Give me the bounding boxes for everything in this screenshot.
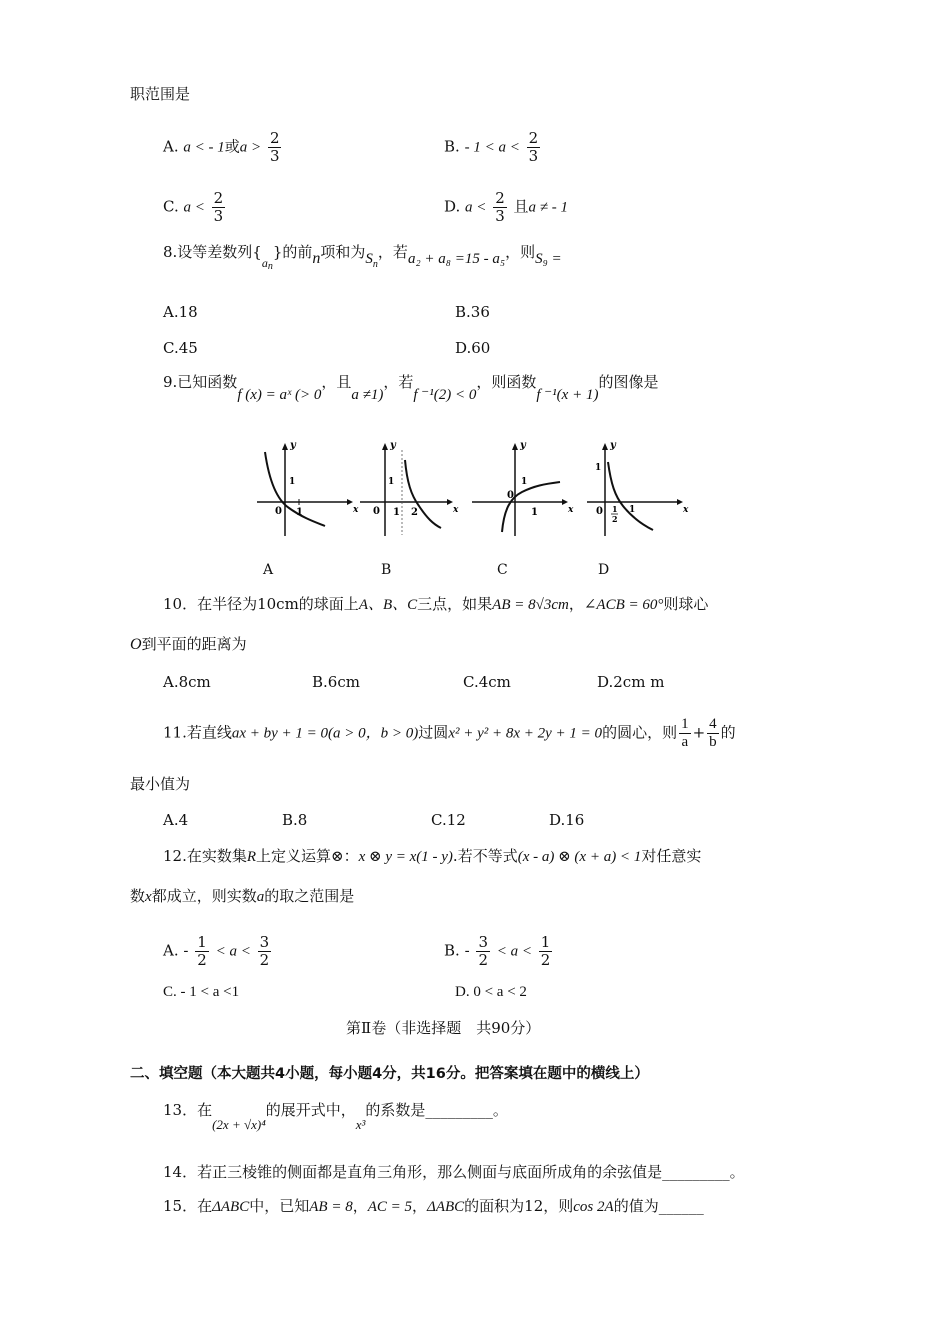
q8-option-a: A.18: [163, 303, 198, 321]
tick-1-x: 1: [629, 505, 636, 515]
question-13: 13．在(2x + √x)⁴的展开式中，x³的系数是_________。: [163, 1101, 508, 1132]
q12-option-d: D. 0 < a < 2: [455, 984, 527, 1000]
graph-c[interactable]: [470, 440, 580, 540]
graph-d[interactable]: [585, 440, 695, 540]
q7-option-c: C. a < $\frac{2}{3}$: [163, 189, 224, 225]
x-axis-label: x: [568, 505, 574, 515]
tick-1-x: 1: [393, 507, 400, 518]
q7-option-d: D. a < $\frac{2}{3}$ 且a ≠ - 1: [444, 189, 569, 225]
question-10: 10．在半径为10cm的球面上A、B、C三点，如果AB = 8√3cm，∠ACB = 60°则球心: [163, 595, 709, 613]
question-12: 12.在实数集R上定义运算⊗：x ⊗ y = x(1 - y).若不等式(x - a) ⊗ (x + a) < 1对任意实: [163, 847, 702, 865]
origin-label: 0: [507, 490, 514, 501]
part-2-heading: 第Ⅱ卷（非选择题 共90分）: [346, 1019, 541, 1037]
tick-1-y: 1: [595, 463, 602, 473]
tick-1-x: 1: [296, 507, 303, 518]
q8-option-c: C.45: [163, 339, 198, 357]
question-15: 15．在ΔABC中，已知AB = 8，AC = 5，ΔABC的面积为12，则cos 2A的值为______: [163, 1197, 704, 1215]
q11-option-a: A.4: [163, 811, 189, 829]
y-axis-label: y: [390, 440, 396, 451]
tick-half-den: 2: [612, 514, 618, 524]
origin-label: 0: [373, 506, 380, 517]
graph-a-label: A: [263, 562, 274, 578]
question-12-line2: 数x都成立，则实数a的取之范围是: [130, 887, 355, 905]
question-11: 11.若直线ax + by + 1 = 0(a > 0，b > 0)过圆x² + y² + 8x + 2y + 1 = 0的圆心，则 $\frac{1}{a}$ + $\frac{4}{b}$ 的: [163, 716, 736, 750]
origin-label: 0: [596, 506, 603, 517]
x-axis-label: x: [683, 505, 689, 515]
tick-1-x: 1: [531, 507, 538, 518]
graph-b[interactable]: [355, 440, 465, 540]
section-2-heading: 二、填空题（本大题共4小题，每小题4分，共16分。把答案填在题中的横线上）: [130, 1066, 649, 1082]
tick-1: 1: [289, 477, 296, 487]
y-axis-label: y: [290, 440, 296, 451]
x-axis-label: x: [353, 505, 359, 515]
q11-option-c: C.12: [431, 811, 466, 829]
q7-option-b: B. - 1 < a < $\frac{2}{3}$: [444, 129, 539, 165]
q11-option-b: B.8: [282, 811, 308, 829]
question-14: 14．若正三棱锥的侧面都是直角三角形，那么侧面与底面所成角的余弦值是_________。: [163, 1163, 745, 1181]
question-7-tail: 职范围是: [130, 85, 191, 103]
q12-option-b: B. - $\frac{3}{2}$ < a < $\frac{1}{2}$: [444, 933, 551, 969]
q8-option-b: B.36: [455, 303, 490, 321]
tick-2-x: 2: [411, 507, 418, 518]
graph-c-label: C: [497, 562, 508, 578]
graph-b-label: B: [381, 562, 392, 578]
q10-option-c: C.4cm: [463, 673, 511, 691]
question-8: 8.设等差数列$\{_{an}\}$的前n项和为$S_n$，若a₂ + a₈ =15 - a₅，则S₉ =: [163, 243, 562, 272]
question-10-line2: O到平面的距离为: [130, 635, 247, 653]
question-9: 9.已知函数f (x) = aˣ (> 0，且a ≠1)，若f ⁻¹(2) < 0，则函数f ⁻¹(x + 1)的图像是: [163, 373, 659, 403]
y-axis-label: y: [520, 440, 526, 451]
tick-1: 1: [388, 477, 395, 487]
q12-option-c: C. - 1 < a <1: [163, 984, 240, 1000]
q10-option-a: A.8cm: [163, 673, 211, 691]
question-11-line2: 最小值为: [130, 775, 191, 793]
x-axis-label: x: [453, 505, 459, 515]
q7-option-a: A. a < - 1或a > $\frac{2}{3}$: [163, 129, 280, 165]
q12-option-a: A. - $\frac{1}{2}$ < a < $\frac{3}{2}$: [163, 933, 270, 969]
q10-option-d: D.2cm m: [597, 673, 665, 691]
q8-option-d: D.60: [455, 339, 491, 357]
y-axis-label: y: [610, 440, 616, 451]
graph-a[interactable]: [255, 440, 365, 540]
origin-label: 0: [275, 506, 282, 517]
q10-option-b: B.6cm: [312, 673, 360, 691]
q11-option-d: D.16: [549, 811, 585, 829]
graph-d-label: D: [598, 562, 610, 578]
tick-half-num: 1: [612, 504, 618, 514]
tick-1: 1: [521, 477, 528, 487]
